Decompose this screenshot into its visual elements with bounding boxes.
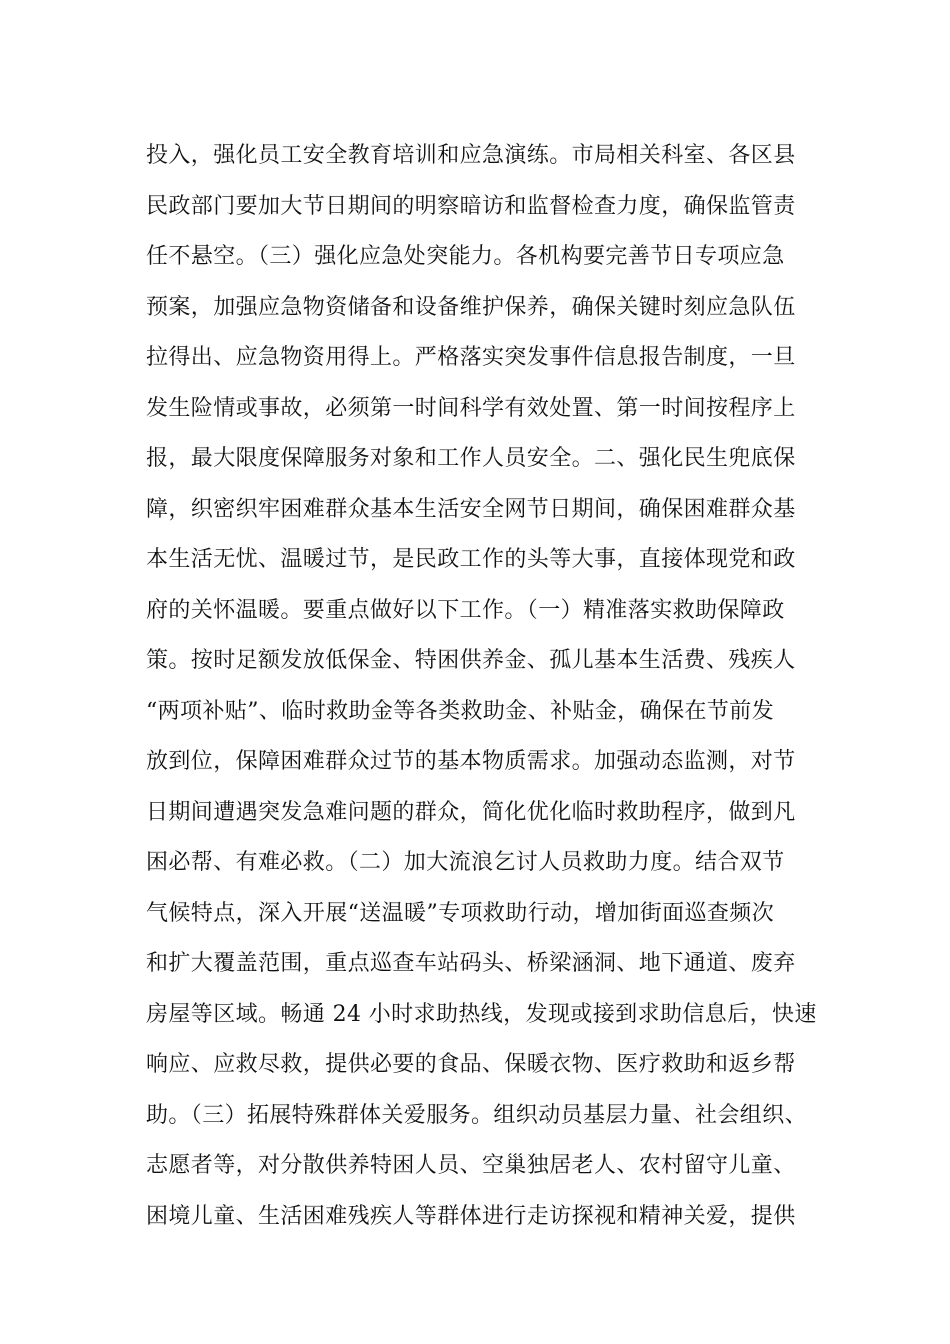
text-line: 气候特点，深入开展“送温暖”专项救助行动，增加街面巡查频次 [146,900,775,926]
text-line: 预案，加强应急物资储备和设备维护保养，确保关键时刻应急队伍 [146,294,796,320]
text-line: 困境儿童、生活困难残疾人等群体进行走访探视和精神关爱，提供 [146,1203,796,1229]
text-line: 志愿者等，对分散供养特困人员、空巢独居老人、农村留守儿童、 [146,1153,796,1178]
text-line: 民政部门要加大节日期间的明察暗访和监督检查力度，确保监管责 [146,193,796,219]
text-line: 策。按时足额发放低保金、特困供养金、孤儿基本生活费、残疾人 [146,648,796,673]
text-line: 本生活无忧、温暖过节，是民政工作的头等大事，直接体现党和政 [146,547,796,572]
text-line: 困必帮、有难必救。（二）加大流浪乞讨人员救助力度。结合双节 [146,850,785,875]
text-line: 报，最大限度保障服务对象和工作人员安全。二、强化民生兜底保 [146,446,796,471]
text-line: 发生险情或事故，必须第一时间科学有效处置、第一时间按程序上 [146,395,796,421]
text-line: 投入，强化员工安全教育培训和应急演练。市局相关科室、各区县 [146,143,796,168]
text-line: “两项补贴”、临时救助金等各类救助金、补贴金，确保在节前发 [146,698,775,724]
text-line: 日期间遭遇突发急难问题的群众，简化优化临时救助程序，做到凡 [146,799,796,825]
text-line: 助。（三）拓展特殊群体关爱服务。组织动员基层力量、社会组织、 [146,1102,808,1128]
body-text [146,131,826,1242]
text-line: 府的关怀温暖。要重点做好以下工作。（一）精准落实救助保障政 [146,597,785,623]
text-line: 和扩大覆盖范围，重点巡查车站码头、桥梁涵洞、地下通道、废弃 [146,951,796,976]
text-line: 房屋等区域。畅通 24 小时求助热线，发现或接到求助信息后，快速 [146,1001,817,1027]
text-line: 拉得出、应急物资用得上。严格落实突发事件信息报告制度，一旦 [146,345,796,370]
text-line: 障，织密织牢困难群众基本生活安全网节日期间，确保困难群众基 [146,496,796,522]
text-line: 放到位，保障困难群众过节的基本物质需求。加强动态监测，对节 [146,749,796,774]
text-line: 任不悬空。（三）强化应急处突能力。各机构要完善节日专项应急 [146,244,785,269]
text-line: 响应、应救尽救，提供必要的食品、保暖衣物、医疗救助和返乡帮 [146,1052,796,1077]
